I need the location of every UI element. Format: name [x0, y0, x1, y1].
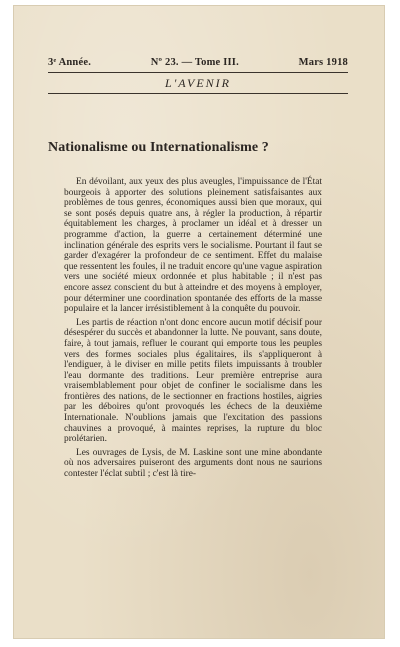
article-paragraph: Les partis de réaction n'ont donc encore aucun motif décisif pour désespérer du succès et abandonner la lutte. Ne pouvant, sans doute, faire, à tout jamais, refluer le courant qui emporte tous les peuples vers des formes sociales plus égalitaires, ils s'appliqueront à l'endiguer, à le diviser en mille petits filets impuissants à troubler l'eau dormante des traditions. Leur première entreprise aura vraisemblablement pour objet de confiner le socialisme dans les frontières des nations, de le sectionner en fractions hostiles, aigries par les déboires qu'ont provoqués les échecs de la deuxième Internationale. N'oublions jamais que l'excitation des passions chauvines a provoqué, à maintes reprises, la rupture du bloc prolétarien.: [64, 317, 322, 445]
article-paragraph: En dévoilant, aux yeux des plus aveugles, l'impuissance de l'État bourgeois à apporter des solutions pleinement satisfaisantes aux problèmes de tous genres, économiques aussi bien que moraux, qui se sont posés depuis quatre ans, à régler la production, à répartir équitablement les charges, à proclamer un idéal et à dresser un programme d'action, la guerre a certainement déterminé une inclination générale des esprits vers le socialisme. Pourtant il faut se garder d'exagérer la profondeur de ce sentiment. Effet du malaise que ressentent les foules, il ne traduit encore qu'une vague aspiration vers une société mieux ordonnée et plus habitable ; il n'est pas encore assez conscient du but à atteindre et des moyens à employer, pour déterminer une coordination spontanée des efforts de la masse populaire et la lancer irrésistiblement à la conquête du pouvoir.: [64, 177, 322, 315]
journal-name: L'AVENIR: [165, 76, 231, 90]
article-body: [64, 177, 322, 483]
article-title: Nationalisme ou Internationalisme ?: [48, 140, 269, 155]
header-divider-top: [48, 72, 348, 73]
article-paragraph: Les ouvrages de Lysis, de M. Laskine sont une mine abondante où nos adversaires puiseront des arguments dont nous ne saurions contester l'éclat subtil ; c'est là tire-: [64, 447, 322, 480]
document-page: [14, 6, 384, 638]
issue-header: [48, 57, 348, 68]
issue-label: Nº 23. — Tome III.: [150, 57, 239, 68]
year-label: 3ᵉ Année.: [48, 57, 92, 68]
header-divider-bottom: [48, 93, 348, 94]
date-label: Mars 1918: [298, 57, 348, 68]
